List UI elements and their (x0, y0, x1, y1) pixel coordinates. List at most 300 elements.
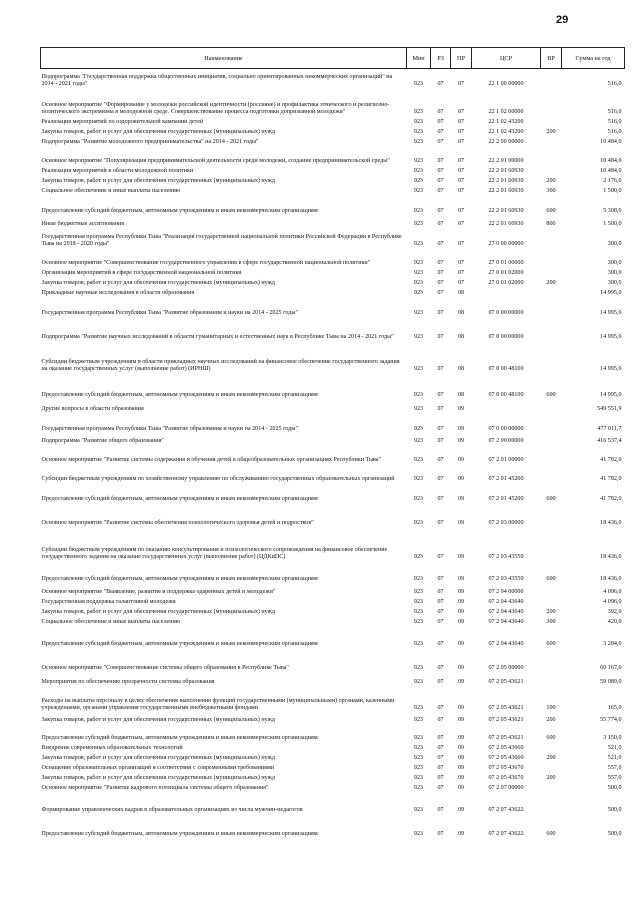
cell-vr (541, 465, 562, 484)
cell-name: Государственная программа Республики Тыва "Реализация государственной национальной политики Российской Федерации в Республике Тыва на 2018 - 2020 годы" (41, 234, 402, 248)
cell-sum: 516,0 (607, 109, 622, 116)
cell-pr: 09 (457, 785, 465, 792)
cell-csr: 22 1 02 43200 (488, 119, 524, 126)
cell-sum: 516,0 (607, 81, 622, 88)
cell-csr: 22 1 02 00000 (488, 109, 524, 116)
cell-csr: 07 2 07 43622 (488, 831, 524, 838)
cell-rz: 07 (437, 290, 444, 297)
cell-vr: 300 (546, 619, 556, 626)
cell-vr: 200 (546, 178, 556, 185)
table-row (41, 562, 625, 584)
cell-rz: 07 (437, 554, 444, 561)
cell-vr (541, 434, 562, 446)
cell-rz: 07 (437, 334, 444, 341)
cell-csr: 22 2 01 60930 (488, 168, 524, 175)
cell-rz: 07 (437, 717, 444, 724)
table-row (41, 89, 625, 117)
header-name: Наименование (41, 48, 407, 69)
cell-pr: 09 (457, 426, 465, 433)
cell-pr: 09 (457, 589, 465, 596)
table-row (41, 783, 625, 793)
cell-name: Подпрограмма "Развитие общего образования" (41, 438, 164, 445)
cell-min: 923 (413, 554, 424, 561)
cell-name: Закупка товаров, работ и услуг для обеспечения государственных (муниципальных) нужд (41, 129, 275, 136)
cell-vr: 200 (546, 280, 556, 287)
cell-csr: 07 2 01 00000 (488, 457, 524, 464)
cell-name: Внедрение современных образовательных технологий (41, 745, 183, 752)
table-row (41, 278, 625, 288)
table-row (41, 196, 625, 216)
cell-name: Субсидии бюджетным учреждениям в области прикладных научных исследований на финансовое обеспечение государственного задания на оказание государственных услуг (выполнение работ) (ИРНШ) (41, 359, 400, 373)
cell-min: 923 (413, 717, 424, 724)
cell-csr: 07 0 00 00000 (488, 310, 524, 317)
cell-min: 923 (413, 576, 424, 583)
budget-table (40, 47, 625, 839)
cell-csr: 07 2 04 43640 (488, 619, 524, 626)
cell-csr: 27 0 01 02000 (488, 270, 524, 277)
cell-vr (541, 318, 562, 342)
table-row (41, 607, 625, 617)
cell-sum: 477 011,7 (597, 426, 622, 433)
cell-name: Реализация мероприятий в области молодежной политики (41, 168, 194, 175)
cell-min: 923 (413, 457, 424, 464)
cell-sum: 516,0 (607, 129, 622, 136)
cell-rz: 07 (437, 260, 444, 267)
cell-pr: 09 (457, 807, 465, 814)
cell-rz: 07 (437, 619, 444, 626)
cell-rz: 07 (437, 476, 444, 483)
cell-name: Субсидии бюджетным учреждениям по хозяйственному управлению по обслуживанию государственных образовательных организаций (41, 476, 395, 483)
cell-csr: 22 2 01 60930 (488, 221, 524, 228)
cell-rz: 07 (437, 438, 444, 445)
table-row (41, 584, 625, 597)
cell-name: Мероприятия по обеспечению прозрачности системы образования (41, 679, 215, 686)
cell-min: 923 (413, 589, 424, 596)
cell-csr: 07 2 04 43640 (488, 599, 524, 606)
cell-vr: 200 (546, 129, 556, 136)
cell-min: 923 (413, 158, 424, 165)
cell-vr (541, 166, 562, 176)
cell-min: 923 (413, 310, 424, 317)
table-row (41, 673, 625, 687)
table-row (41, 117, 625, 127)
cell-pr: 08 (457, 310, 465, 317)
cell-sum: 18 436,0 (600, 554, 622, 561)
cell-name: Основное мероприятие "Развитие системы обеспечения психологического здоровья детей и подростков" (41, 520, 314, 527)
cell-rz: 07 (437, 178, 444, 185)
cell-rz: 07 (437, 589, 444, 596)
cell-csr: 07 8 00 48100 (488, 366, 524, 373)
cell-name: Предоставление субсидий бюджетным, автономным учреждениям и иным некоммерческим организациям (41, 392, 318, 399)
header-vr: ВР (541, 48, 562, 69)
cell-min: 923 (413, 221, 424, 228)
cell-pr: 09 (457, 406, 465, 413)
table-row (41, 268, 625, 278)
cell-pr: 07 (457, 178, 465, 185)
cell-rz: 07 (437, 158, 444, 165)
cell-vr (541, 298, 562, 318)
cell-sum: 300,0 (607, 270, 622, 277)
cell-csr: 07 2 05 43621 (488, 705, 524, 712)
cell-vr (541, 414, 562, 434)
cell-name: Организация мероприятий в сфере государственной национальной политики (41, 270, 242, 277)
table-row (41, 465, 625, 484)
table-row (41, 484, 625, 504)
cell-sum: 420,0 (607, 619, 622, 626)
cell-rz: 07 (437, 496, 444, 503)
cell-sum: 10 484,0 (600, 139, 622, 146)
table-row (41, 342, 625, 374)
cell-name: Подпрограмма "Развитие молодежного предпринимательства" на 2014 - 2021 годы" (41, 139, 259, 146)
cell-pr: 09 (457, 755, 465, 762)
cell-csr: 07 2 00 00000 (488, 438, 524, 445)
cell-sum: 14 995,0 (600, 310, 622, 317)
cell-vr: 200 (546, 755, 556, 762)
cell-csr: 27 0 01 00000 (488, 260, 524, 267)
table-row (41, 687, 625, 713)
cell-name: Оснащение образовательных организаций в соответствии с современными требованиями (41, 765, 275, 772)
cell-csr: 07 2 04 43640 (488, 641, 524, 648)
cell-pr: 09 (457, 619, 465, 626)
cell-csr: 07 2 07 43622 (488, 807, 524, 814)
cell-pr: 09 (457, 831, 465, 838)
cell-sum: 59 089,0 (600, 679, 622, 686)
cell-rz: 07 (437, 392, 444, 399)
cell-min: 923 (413, 426, 424, 433)
cell-min: 923 (413, 438, 424, 445)
cell-csr: 22 1 00 00000 (488, 81, 524, 88)
cell-name: Предоставление субсидий бюджетным, автономным учреждениям и иным некоммерческим организациям (41, 496, 318, 503)
cell-sum: 5 308,0 (603, 208, 622, 215)
table-row (41, 249, 625, 268)
cell-name: Основное мероприятие "Выявление, развитие и поддержка одаренных детей и молодежи" (41, 589, 276, 596)
cell-min: 923 (413, 745, 424, 752)
cell-name: Формирование управленческих кадров в образовательных организациях из числа мужчин-педагогов (41, 807, 303, 814)
cell-name: Закупка товаров, работ и услуг для обеспечения государственных (муниципальных) нужд (41, 775, 275, 782)
cell-pr: 09 (457, 609, 465, 616)
cell-min: 923 (413, 366, 424, 373)
cell-pr: 09 (457, 765, 465, 772)
cell-min: 923 (413, 599, 424, 606)
cell-name: Основное мероприятие "Формирование у молодежи российской идентичности (россияне) и профилактика этнического и религиозно-политического экстремизма в молодежной среде. Совершенствование процесса подготовки допризывной молодежи" (41, 102, 390, 116)
cell-rz: 07 (437, 81, 444, 88)
cell-sum: 41 782,0 (600, 457, 622, 464)
cell-pr: 07 (457, 109, 465, 116)
cell-pr: 07 (457, 270, 465, 277)
cell-sum: 3 284,0 (603, 641, 622, 648)
cell-vr (541, 89, 562, 117)
cell-name: Расходы на выплаты персоналу в целях обеспечения выполнения функций государственными (муниципальными) органами, казенными учреждениями, органами управления государственными внебюджетными фондами (41, 698, 395, 712)
cell-csr: 07 2 05 43670 (488, 765, 524, 772)
table-row (41, 649, 625, 673)
cell-sum: 300,0 (607, 280, 622, 287)
cell-pr: 07 (457, 260, 465, 267)
table-row (41, 725, 625, 743)
cell-rz: 07 (437, 755, 444, 762)
cell-csr (472, 400, 541, 414)
cell-sum: 18 436,0 (600, 576, 622, 583)
cell-pr: 09 (457, 705, 465, 712)
cell-pr: 08 (457, 290, 465, 297)
cell-sum: 1 500,0 (603, 221, 622, 228)
cell-min: 923 (413, 241, 424, 248)
cell-csr: 07 2 05 00000 (488, 665, 524, 672)
cell-sum: 516,0 (607, 119, 622, 126)
cell-min: 923 (413, 755, 424, 762)
cell-pr: 09 (457, 438, 465, 445)
cell-name: Основное мероприятие "Развитие системы содержания и обучения детей в общеобразовательных организациях Республики Тыва" (41, 457, 382, 464)
table-row (41, 793, 625, 815)
table-header-row (41, 48, 625, 69)
cell-sum: 41 782,0 (600, 476, 622, 483)
header-csr: ЦСР (472, 48, 541, 69)
cell-sum: 14 995,0 (600, 290, 622, 297)
cell-rz: 07 (437, 807, 444, 814)
table-row (41, 216, 625, 229)
cell-csr: 27 0 01 02000 (488, 280, 524, 287)
cell-rz: 07 (437, 139, 444, 146)
cell-rz: 07 (437, 576, 444, 583)
cell-rz: 07 (437, 609, 444, 616)
cell-min: 923 (413, 735, 424, 742)
cell-vr (541, 229, 562, 249)
table-row (41, 166, 625, 176)
cell-csr: 07 2 01 45200 (488, 476, 524, 483)
cell-vr (541, 793, 562, 815)
cell-rz: 07 (437, 679, 444, 686)
cell-name: Государственная программа Республики Тыва "Развитие образования и науки на 2014 - 2025 годы" (41, 426, 298, 433)
cell-vr (541, 249, 562, 268)
cell-name: Предоставление субсидий бюджетным, автономным учреждениям и иным некоммерческим организациям (41, 208, 318, 215)
cell-min: 923 (413, 334, 424, 341)
table-row (41, 127, 625, 137)
table-row (41, 298, 625, 318)
table-row (41, 528, 625, 562)
table-row (41, 414, 625, 434)
table-row (41, 288, 625, 298)
cell-name: Субсидии бюджетным учреждениям по оказанию консультирования и психологического сопровождения на финансовое обеспечение государственного задания на оказание государственных услуг (выполнение работ) (ЦДКиПС) (41, 547, 388, 561)
cell-rz: 07 (437, 426, 444, 433)
cell-pr: 09 (457, 679, 465, 686)
cell-vr: 600 (546, 831, 556, 838)
cell-pr: 09 (457, 599, 465, 606)
table-row (41, 137, 625, 147)
page-number: 29 (556, 14, 569, 26)
cell-rz: 07 (437, 168, 444, 175)
cell-vr (541, 69, 562, 89)
cell-csr: 27 0 00 00000 (488, 241, 524, 248)
cell-name: Подпрограмма "Государственная поддержка общественных инициатив, социально ориентированных некоммерческих организаций" на 2014 - 2021 годы" (41, 74, 393, 88)
cell-rz: 07 (437, 735, 444, 742)
cell-vr (541, 783, 562, 793)
cell-min: 923 (413, 81, 424, 88)
cell-min: 923 (413, 679, 424, 686)
table-row (41, 446, 625, 465)
cell-rz: 07 (437, 280, 444, 287)
cell-min: 923 (413, 609, 424, 616)
cell-sum: 14 995,0 (600, 334, 622, 341)
cell-vr (541, 288, 562, 298)
cell-csr (472, 288, 541, 298)
cell-pr: 07 (457, 208, 465, 215)
cell-sum: 300,0 (607, 260, 622, 267)
cell-min: 923 (413, 270, 424, 277)
cell-name: Подпрограмма "Развитие научных исследований в области гуманитарных и естественных наук в Республике Тыва на 2014 - 2021 годы" (41, 334, 394, 341)
cell-name: Предоставление субсидий бюджетным, автономным учреждениям и иным некоммерческим организациям (41, 641, 318, 648)
cell-csr: 07 2 05 43660 (488, 745, 524, 752)
cell-pr: 07 (457, 158, 465, 165)
cell-name: Иные бюджетные ассигнования (41, 221, 125, 228)
header-rz: РЗ (431, 48, 451, 69)
cell-rz: 07 (437, 831, 444, 838)
table-row (41, 434, 625, 446)
cell-csr: 07 0 00 00000 (488, 426, 524, 433)
table-row (41, 504, 625, 528)
cell-vr (541, 147, 562, 166)
cell-pr: 07 (457, 188, 465, 195)
cell-min: 923 (413, 641, 424, 648)
cell-name: Государственная поддержка талантливой молодежи (41, 599, 176, 606)
cell-min: 923 (413, 119, 424, 126)
cell-sum: 500,0 (607, 831, 622, 838)
cell-csr: 07 2 03 43550 (488, 576, 524, 583)
cell-name: Основное мероприятие "Совершенствование государственного управления в сфере государственной национальной политики" (41, 260, 371, 267)
table-row (41, 229, 625, 249)
cell-rz: 07 (437, 221, 444, 228)
cell-csr: 07 2 05 43670 (488, 775, 524, 782)
cell-sum: 557,0 (607, 765, 622, 772)
table-row (41, 763, 625, 773)
cell-rz: 07 (437, 208, 444, 215)
cell-rz: 07 (437, 745, 444, 752)
cell-sum: 3 150,0 (603, 735, 622, 742)
cell-csr: 07 2 05 43621 (488, 735, 524, 742)
cell-sum: 41 782,0 (600, 496, 622, 503)
cell-sum: 4 096,0 (603, 599, 622, 606)
cell-min: 923 (413, 476, 424, 483)
cell-vr: 200 (546, 775, 556, 782)
cell-min: 923 (413, 168, 424, 175)
cell-sum: 392,0 (607, 609, 622, 616)
cell-rz: 07 (437, 765, 444, 772)
cell-vr (541, 504, 562, 528)
cell-rz: 07 (437, 520, 444, 527)
cell-min: 923 (413, 496, 424, 503)
table-row (41, 147, 625, 166)
cell-vr: 600 (546, 641, 556, 648)
cell-name: Социальное обеспечение и иные выплаты населению (41, 188, 181, 195)
table-body (41, 69, 625, 839)
cell-name: Предоставление субсидий бюджетным, автономным учреждениям и иным некоммерческим организациям (41, 576, 318, 583)
cell-name: Основное мероприятие "Развитие кадрового потенциала системы общего образования" (41, 785, 269, 792)
table-row (41, 597, 625, 607)
cell-min: 923 (413, 785, 424, 792)
cell-pr: 09 (457, 735, 465, 742)
cell-pr: 07 (457, 241, 465, 248)
cell-pr: 09 (457, 476, 465, 483)
cell-min: 923 (413, 705, 424, 712)
cell-name: Основное мероприятие "Популяризация предпринимательской деятельности среди молодежи, создание предпринимательской среды" (41, 158, 390, 165)
cell-rz: 07 (437, 599, 444, 606)
cell-min: 923 (413, 280, 424, 287)
cell-name: Закупка товаров, работ и услуг для обеспечения государственных (муниципальных) нужд (41, 178, 275, 185)
cell-vr: 200 (546, 717, 556, 724)
cell-rz: 07 (437, 406, 444, 413)
cell-vr (541, 673, 562, 687)
cell-min: 923 (413, 139, 424, 146)
cell-vr: 600 (546, 496, 556, 503)
cell-pr: 07 (457, 119, 465, 126)
cell-pr: 07 (457, 81, 465, 88)
cell-rz: 07 (437, 641, 444, 648)
cell-rz: 07 (437, 785, 444, 792)
cell-csr: 07 8 00 00000 (488, 334, 524, 341)
cell-rz: 07 (437, 366, 444, 373)
cell-name: Реализация мероприятий по оздоровительной кампании детей (41, 119, 204, 126)
cell-rz: 07 (437, 705, 444, 712)
cell-pr: 09 (457, 457, 465, 464)
cell-vr: 600 (546, 392, 556, 399)
cell-csr: 07 2 03 00000 (488, 520, 524, 527)
cell-sum: 14 995,0 (600, 366, 622, 373)
cell-sum: 10 484,0 (600, 168, 622, 175)
table-row (41, 627, 625, 649)
cell-rz: 07 (437, 775, 444, 782)
cell-csr: 22 2 01 00000 (488, 158, 524, 165)
cell-csr: 07 2 01 45200 (488, 496, 524, 503)
cell-csr: 07 2 05 43621 (488, 679, 524, 686)
cell-sum: 521,0 (607, 745, 622, 752)
cell-pr: 07 (457, 221, 465, 228)
cell-pr: 09 (457, 665, 465, 672)
cell-min: 923 (413, 178, 424, 185)
cell-vr: 600 (546, 735, 556, 742)
cell-vr: 600 (546, 208, 556, 215)
cell-vr (541, 597, 562, 607)
cell-name: Другие вопросы в области образования (41, 406, 144, 413)
cell-rz: 07 (437, 188, 444, 195)
cell-min: 923 (413, 129, 424, 136)
cell-min: 923 (413, 807, 424, 814)
cell-sum: 300,0 (607, 241, 622, 248)
cell-sum: 416 537,4 (597, 438, 622, 445)
cell-sum: 549 551,9 (597, 406, 622, 413)
cell-sum: 14 995,0 (600, 392, 622, 399)
cell-vr: 200 (546, 609, 556, 616)
cell-pr: 09 (457, 554, 465, 561)
cell-min: 923 (413, 260, 424, 267)
cell-sum: 557,0 (607, 775, 622, 782)
cell-sum: 521,0 (607, 755, 622, 762)
table-row (41, 713, 625, 725)
cell-vr (541, 743, 562, 753)
cell-pr: 08 (457, 366, 465, 373)
table-row (41, 176, 625, 186)
cell-min: 923 (413, 619, 424, 626)
cell-vr (541, 117, 562, 127)
cell-vr (541, 342, 562, 374)
table-row (41, 753, 625, 763)
cell-min: 923 (413, 665, 424, 672)
cell-name: Закупка товаров, работ и услуг для обеспечения государственных (муниципальных) нужд (41, 755, 275, 762)
cell-sum: 1 500,0 (603, 188, 622, 195)
cell-vr (541, 137, 562, 147)
cell-min: 923 (413, 775, 424, 782)
cell-csr: 07 2 05 43660 (488, 755, 524, 762)
cell-csr: 07 2 04 43640 (488, 609, 524, 616)
table-row (41, 815, 625, 839)
table-row (41, 69, 625, 89)
